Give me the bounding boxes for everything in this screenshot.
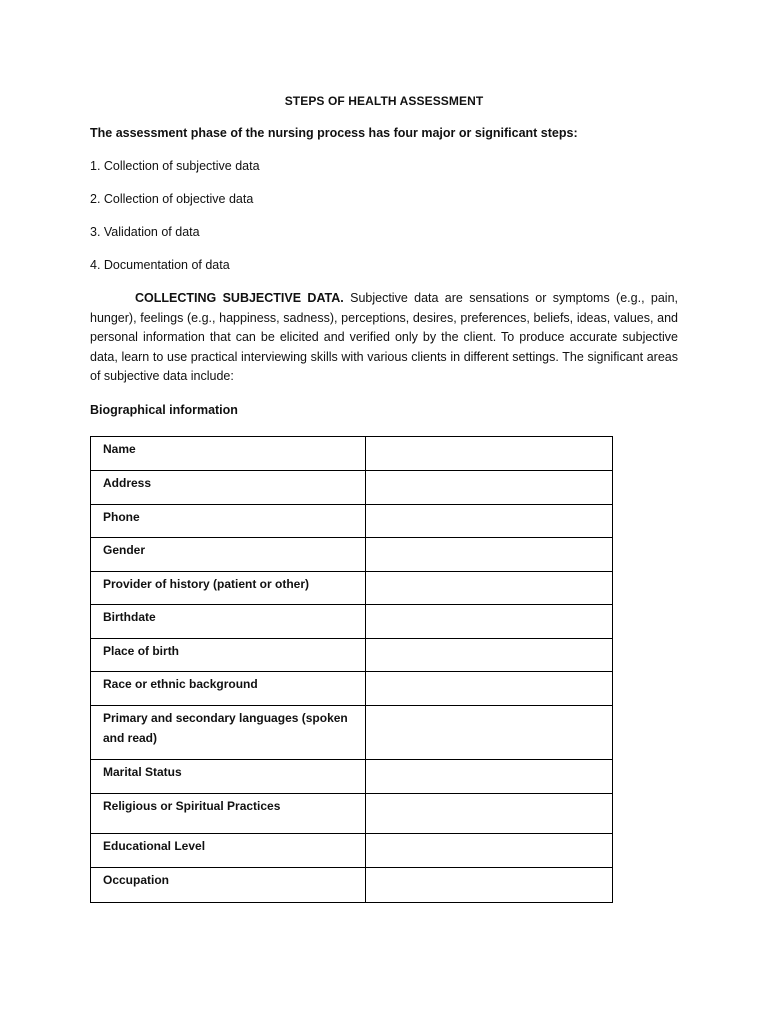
table-row [91, 706, 613, 760]
row-label: Occupation [103, 873, 170, 887]
row-value-cell [366, 437, 613, 471]
row-label-cell [91, 538, 366, 572]
row-value-cell [366, 572, 613, 605]
row-value-cell [366, 471, 613, 505]
table-row [91, 572, 613, 605]
row-label-cell [91, 760, 366, 794]
row-label: Gender [103, 543, 146, 557]
table-row [91, 471, 613, 505]
row-label: Place of birth [103, 644, 180, 658]
row-label-cell [91, 605, 366, 639]
table-row [91, 538, 613, 572]
table-row [91, 794, 613, 834]
table-row [91, 505, 613, 538]
row-label-cell [91, 437, 366, 471]
row-value-cell [366, 672, 613, 706]
row-label-cell [91, 706, 366, 760]
row-label-cell [91, 505, 366, 538]
row-label: Race or ethnic background [103, 677, 258, 691]
row-value-cell [366, 706, 613, 760]
intro-sentence: The assessment phase of the nursing process has four major or significant steps: [90, 126, 578, 140]
paragraph-body: Subjective data are sensations or symptoms (e.g., pain, hunger), feelings (e.g., happiness, sadness), perceptions, desires, preferences, beliefs, ideas, values, and personal information that can be elicited and verified only by the client. To produce accurate subjective data, learn to use practical interviewing skills with various clients in different settings. The significant areas of subjective data include: [90, 291, 678, 384]
step-item: 2. Collection of objective data [90, 192, 254, 206]
row-label: Marital Status [103, 765, 182, 779]
step-item: 1. Collection of subjective data [90, 159, 260, 173]
row-label: Name [103, 442, 136, 456]
table-row [91, 760, 613, 794]
row-label-cell [91, 672, 366, 706]
document-title: STEPS OF HEALTH ASSESSMENT [284, 94, 484, 108]
row-value-cell [366, 505, 613, 538]
row-value-cell [366, 605, 613, 639]
row-value-cell [366, 639, 613, 672]
row-label: Primary and secondary languages (spoken and read) [103, 711, 348, 745]
row-label-cell [91, 834, 366, 868]
row-label-cell [91, 794, 366, 834]
paragraph-lead: COLLECTING SUBJECTIVE DATA. [135, 291, 344, 305]
table-row [91, 834, 613, 868]
row-label-cell [91, 868, 366, 903]
row-label-cell [91, 572, 366, 605]
row-label: Educational Level [103, 839, 206, 853]
table-row [91, 868, 613, 903]
row-label: Birthdate [103, 610, 156, 624]
row-label: Provider of history (patient or other) [103, 577, 310, 591]
subjective-data-paragraph [90, 289, 678, 387]
table-row [91, 437, 613, 471]
row-value-cell [366, 834, 613, 868]
table-row [91, 605, 613, 639]
row-label-cell [91, 639, 366, 672]
biographical-heading: Biographical information [90, 403, 238, 417]
table-row [91, 672, 613, 706]
step-item: 3. Validation of data [90, 225, 200, 239]
row-label: Phone [103, 510, 140, 524]
row-label-cell [91, 471, 366, 505]
biographical-table [90, 436, 613, 903]
table-row [91, 639, 613, 672]
step-item: 4. Documentation of data [90, 258, 230, 272]
row-value-cell [366, 538, 613, 572]
row-value-cell [366, 760, 613, 794]
row-value-cell [366, 868, 613, 903]
row-value-cell [366, 794, 613, 834]
row-label: Address [103, 476, 152, 490]
row-label: Religious or Spiritual Practices [103, 799, 281, 813]
